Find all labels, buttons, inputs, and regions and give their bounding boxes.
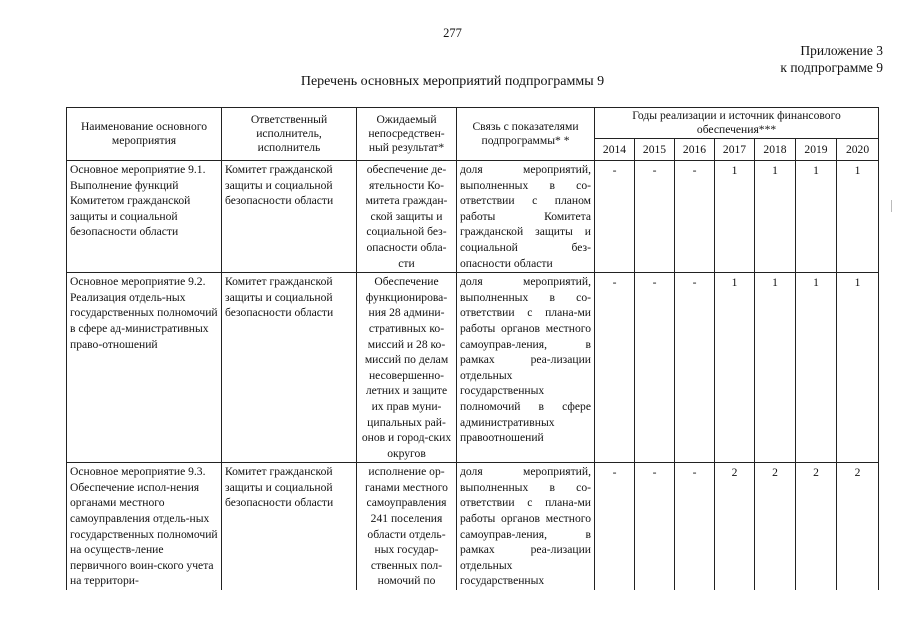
- year-mark-cell: -: [675, 161, 715, 273]
- activities-table: [66, 107, 879, 590]
- year-mark-cell: -: [595, 161, 635, 273]
- header-result: Ожидаемый непосредствен-ный результат*: [357, 108, 457, 161]
- year-mark-cell: 1: [715, 161, 755, 273]
- activity-cell: Основное мероприятие 9.2. Реализация отдель-ных государственных полномочий в сфере ад-министративных право-отношений: [67, 273, 222, 463]
- year-mark-cell: 2: [837, 463, 879, 590]
- link-cell: доля мероприятий, выполненных в со-ответствии с плана-ми работы органов местного самоуправ-ления, в рамках реа-лизации отдельных государственных: [457, 463, 595, 590]
- header-years-group: Годы реализации и источник финансового обеспечения***: [595, 108, 879, 139]
- year-mark-cell: -: [635, 273, 675, 463]
- header-year: 2018: [755, 139, 796, 161]
- responsible-cell: Комитет гражданской защиты и социальной безопасности области: [222, 463, 357, 590]
- year-mark-cell: -: [675, 273, 715, 463]
- page-number: 277: [443, 26, 462, 40]
- scan-artifact-mark: [891, 200, 892, 212]
- result-cell: Обеспечение функционирова-ния 28 админи-стративных ко-миссий и 28 ко-миссий по делам несовершенно-летних и защите их прав муни-ципальных рай-онов и город-ских округов: [357, 273, 457, 463]
- year-mark-cell: -: [595, 463, 635, 590]
- responsible-cell: Комитет гражданской защиты и социальной безопасности области: [222, 161, 357, 273]
- appendix-line-1: Приложение 3: [800, 43, 883, 58]
- header-link: Связь с показателями подпрограммы* *: [457, 108, 595, 161]
- table-row: [67, 273, 879, 463]
- year-mark-cell: 2: [796, 463, 837, 590]
- year-mark-cell: 1: [837, 161, 879, 273]
- header-activity: Наименование основного мероприятия: [67, 108, 222, 161]
- year-mark-cell: -: [675, 463, 715, 590]
- result-cell: обеспечение де-ятельности Ко-митета граждан-ской защиты и социальной без-опасности обла-сти: [357, 161, 457, 273]
- year-mark-cell: 1: [796, 273, 837, 463]
- document-title: Перечень основных мероприятий подпрограммы 9: [300, 74, 605, 89]
- responsible-cell: Комитет гражданской защиты и социальной безопасности области: [222, 273, 357, 463]
- header-responsible: Ответственный исполнитель, исполнитель: [222, 108, 357, 161]
- header-year: 2014: [595, 139, 635, 161]
- header-year: 2016: [675, 139, 715, 161]
- appendix-label: [780, 42, 883, 76]
- table-row: [67, 463, 879, 590]
- header-row: [67, 108, 879, 139]
- year-mark-cell: 2: [715, 463, 755, 590]
- year-mark-cell: 1: [837, 273, 879, 463]
- year-mark-cell: 1: [796, 161, 837, 273]
- result-cell: исполнение ор-ганами местного самоуправления 241 поселения области отдель-ных государ-ственных пол-номочий по: [357, 463, 457, 590]
- activity-cell: Основное мероприятие 9.3. Обеспечение испол-нения органами местного самоуправления отдель-ных государственных полномочий на осуществ-ление первичного воин-ского учета на территори-: [67, 463, 222, 590]
- header-year: 2015: [635, 139, 675, 161]
- activity-cell: Основное мероприятие 9.1. Выполнение функций Комитетом гражданской защиты и социальной безопасности области: [67, 161, 222, 273]
- year-mark-cell: -: [635, 161, 675, 273]
- link-cell: доля мероприятий, выполненных в со-ответствии с планом работы Комитета гражданской защиты и социальной без-опасности области: [457, 161, 595, 273]
- year-mark-cell: -: [635, 463, 675, 590]
- year-mark-cell: 1: [755, 161, 796, 273]
- link-cell: доля мероприятий, выполненных в со-ответствии с плана-ми работы органов местного самоуправ-ления, в рамках реа-лизации отдельных государственных полномочий в сфере административных правоотношений: [457, 273, 595, 463]
- year-mark-cell: 2: [755, 463, 796, 590]
- year-mark-cell: 1: [755, 273, 796, 463]
- header-year: 2020: [837, 139, 879, 161]
- header-year: 2017: [715, 139, 755, 161]
- year-mark-cell: 1: [715, 273, 755, 463]
- table-row: [67, 161, 879, 273]
- year-mark-cell: -: [595, 273, 635, 463]
- header-year: 2019: [796, 139, 837, 161]
- appendix-line-2: к подпрограмме 9: [780, 60, 883, 75]
